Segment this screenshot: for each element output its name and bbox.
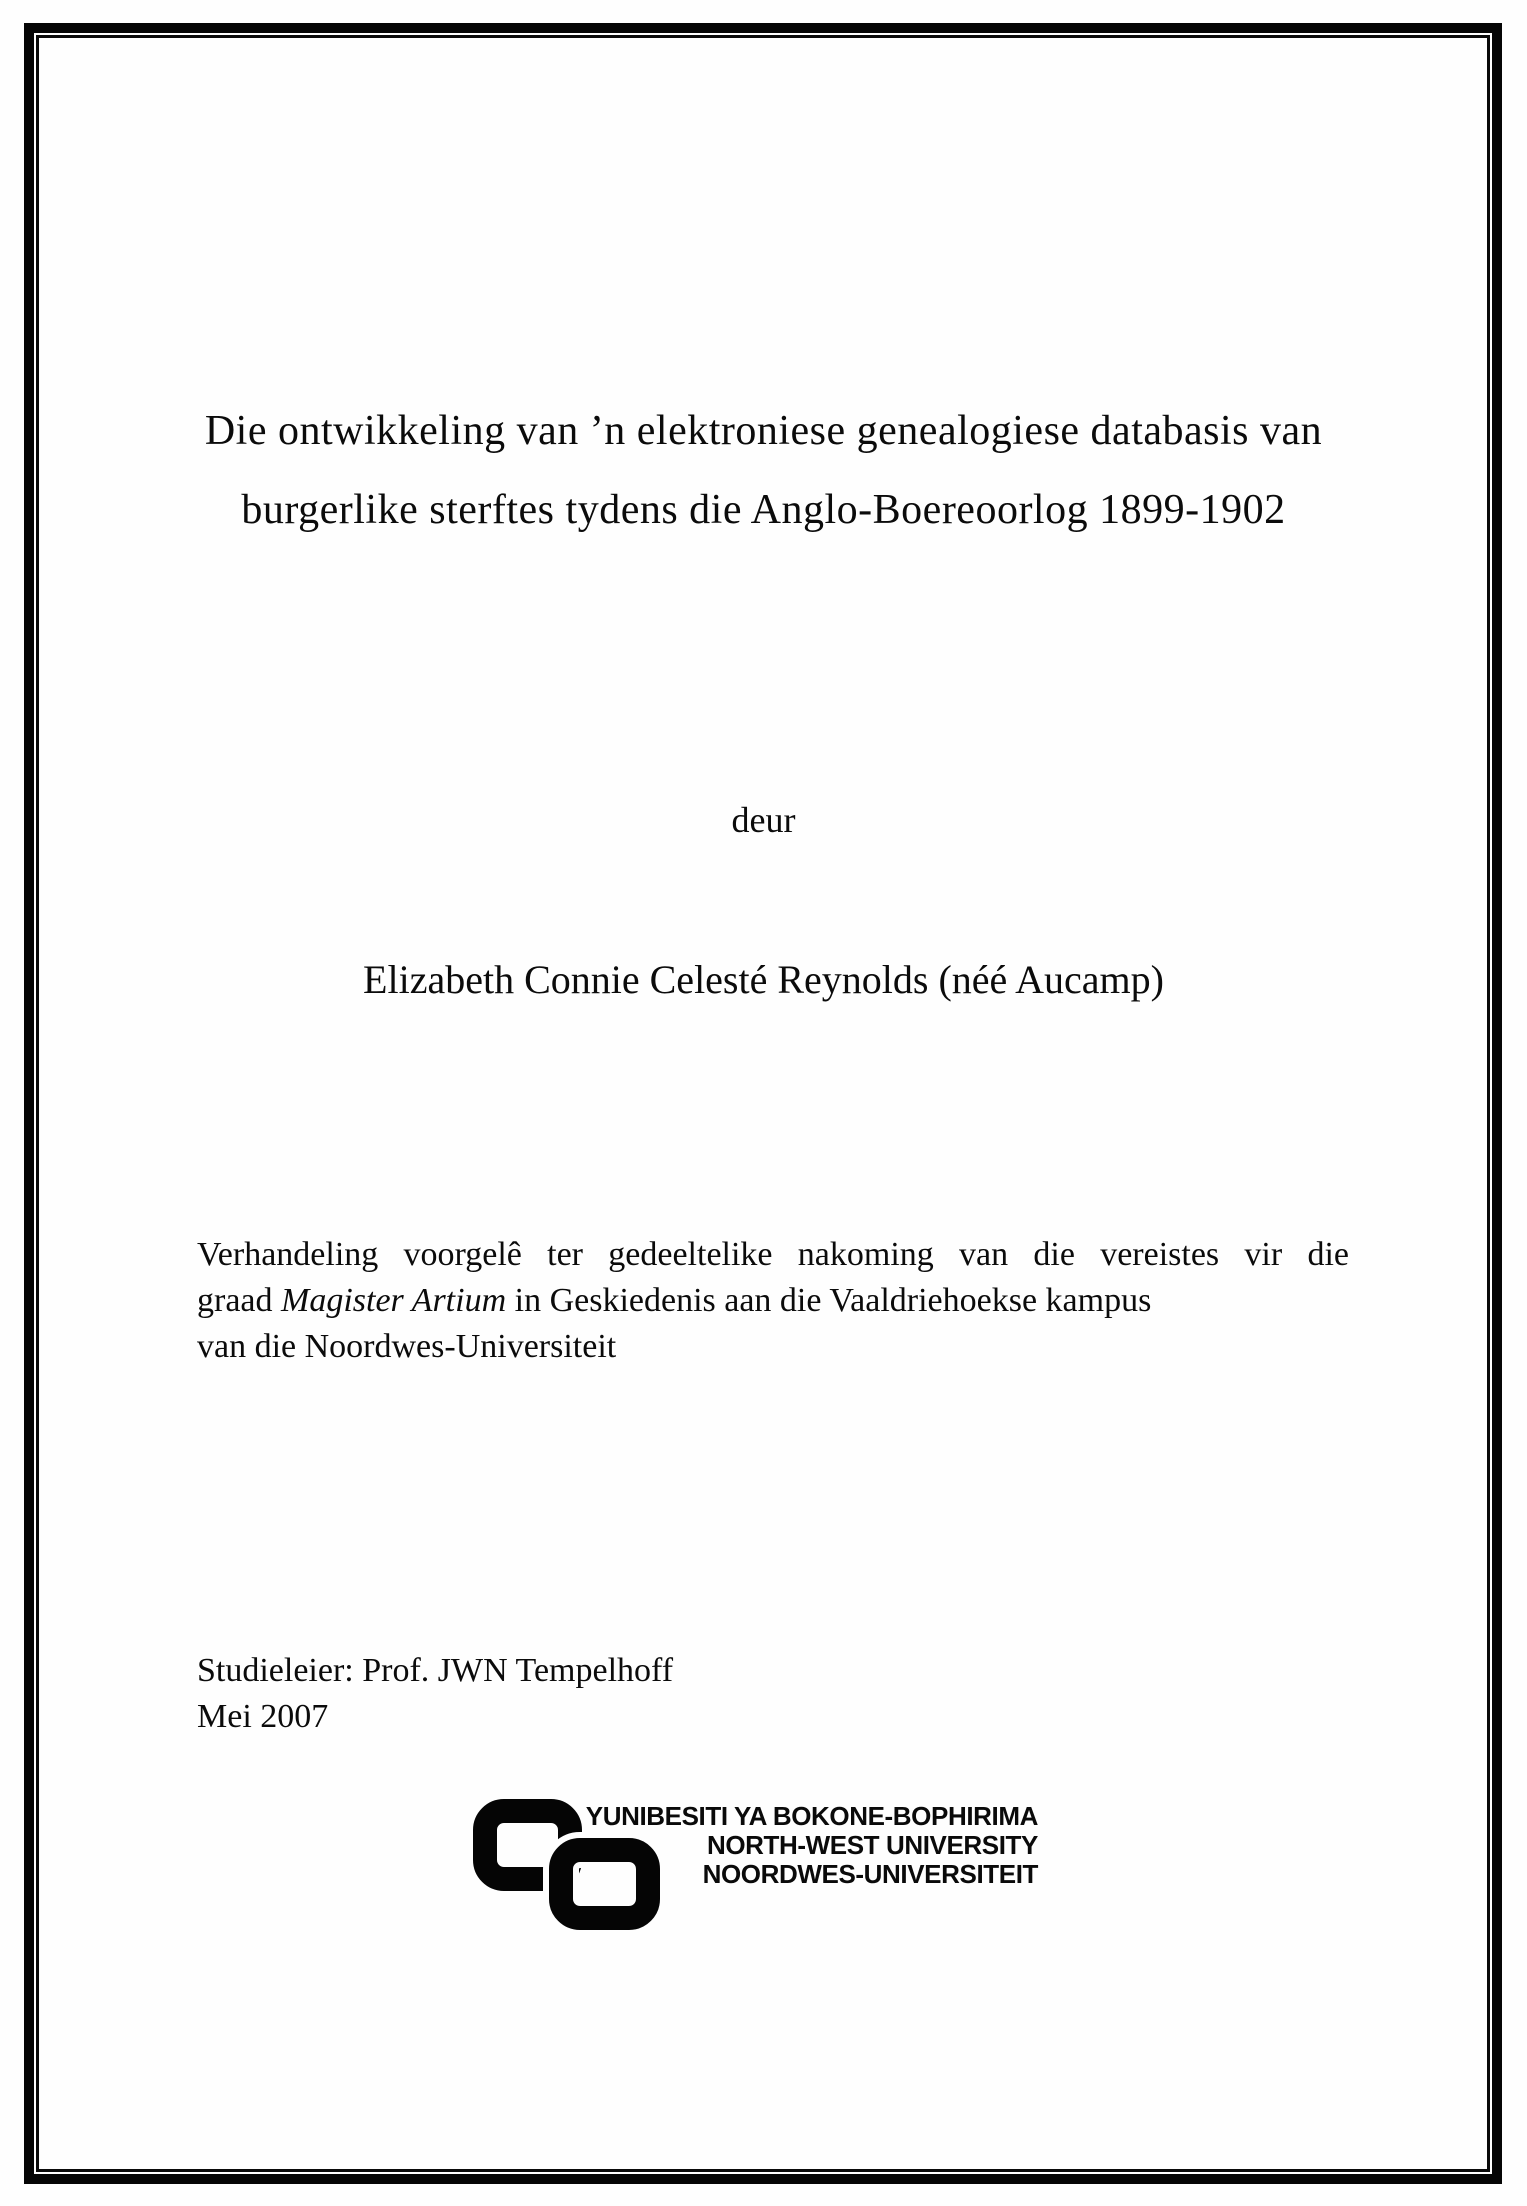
byline-deur: deur <box>731 800 796 840</box>
thesis-statement-line2-pre: graad <box>197 1282 282 1319</box>
thesis-title <box>120 392 1407 550</box>
supervisor-line: Studieleier: Prof. JWN Tempelhoff <box>197 1652 674 1689</box>
thesis-title-line2: burgerlike sterftes tydens die Anglo-Boereoorlog 1899-1902 <box>241 487 1286 533</box>
date-line: Mei 2007 <box>197 1698 329 1735</box>
degree-name-italic: Magister Artium <box>281 1282 507 1319</box>
university-name-afrikaans: NOORDWES-UNIVERSITEIT <box>702 1859 1038 1889</box>
thesis-statement-line1: Verhandeling voorgelê ter gedeeltelike nakoming van die vereistes vir die <box>197 1236 1349 1273</box>
university-logo-text <box>586 1802 1038 1889</box>
thesis-statement-line3: van die Noordwes-Universiteit <box>197 1328 617 1365</box>
university-name-setswana: YUNIBESITI YA BOKONE-BOPHIRIMA <box>585 1801 1038 1831</box>
thesis-statement <box>197 1232 1349 1370</box>
university-name-english: NORTH-WEST UNIVERSITY <box>706 1830 1038 1860</box>
thesis-statement-line2 <box>197 1278 1349 1324</box>
thesis-statement-line2-post: in Geskiedenis aan die Vaaldriehoekse kampus <box>506 1282 1152 1319</box>
author-name: Elizabeth Connie Celesté Reynolds (néé Aucamp) <box>363 957 1164 1002</box>
thesis-title-line1: Die ontwikkeling van ’n elektroniese genealogiese databasis van <box>204 408 1323 454</box>
supervisor-block <box>197 1648 673 1740</box>
